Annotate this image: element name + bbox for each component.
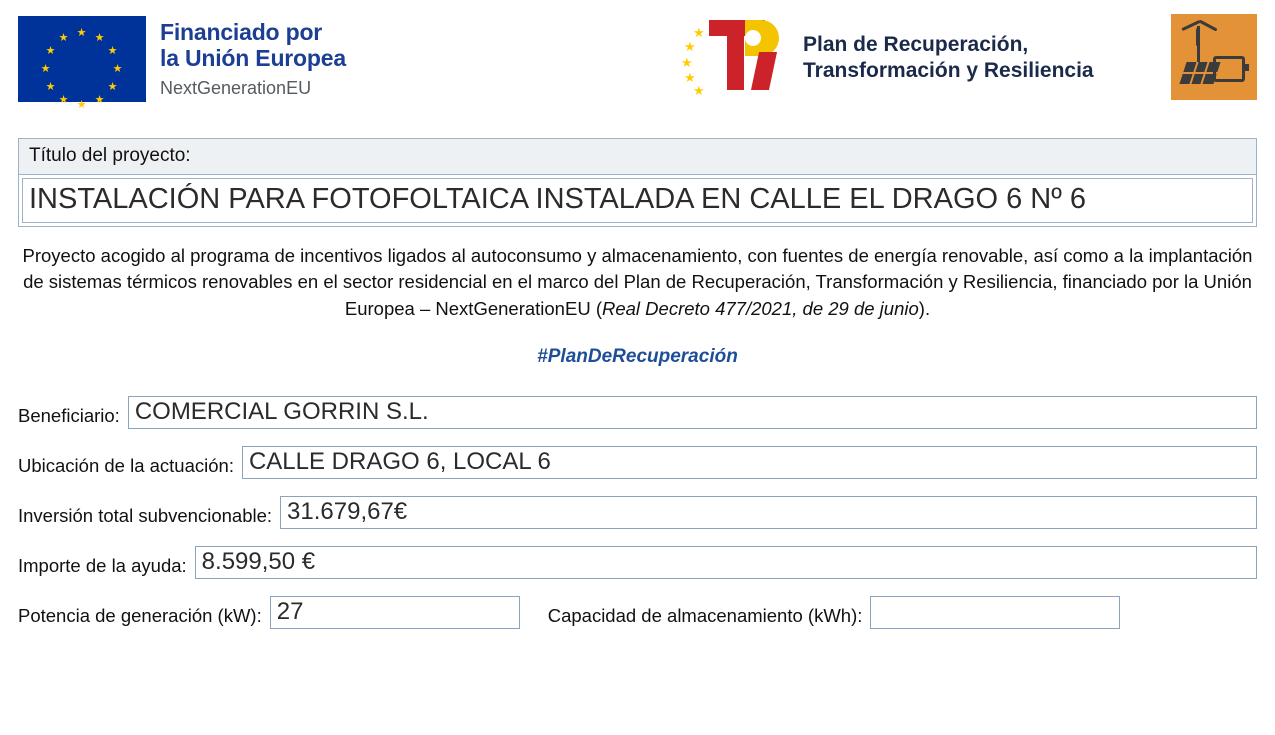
inversion-label: Inversión total subvencionable: (18, 504, 273, 526)
eu-logo-line2: la Unión Europea (160, 44, 346, 71)
project-title-label: Título del proyecto: (19, 139, 1256, 175)
field-row-beneficiario (18, 396, 1257, 429)
beneficiario-label: Beneficiario: (18, 404, 120, 426)
capacidad-input[interactable] (870, 596, 1120, 629)
beneficiario-input[interactable]: COMERCIAL GORRIN S.L. (128, 396, 1257, 429)
prtr-logo (683, 18, 1094, 98)
program-description (14, 243, 1261, 322)
project-title-box (18, 138, 1257, 227)
importe-input[interactable]: 8.599,50 € (195, 546, 1257, 579)
renewable-energy-icon (1171, 14, 1257, 100)
capacidad-label: Capacidad de almacenamiento (kWh): (547, 604, 863, 626)
prtr-logo-line2: Transformación y Resiliencia (803, 59, 1094, 82)
potencia-label: Potencia de generación (kW): (18, 604, 262, 626)
program-description-text: Proyecto acogido al programa de incentivos ligados al autoconsumo y almacenamiento, con fuentes de energía renovable, así como a la implantación de sistemas térmicos renovables en el sector residencial en el marco del Plan de Recuperación, Transformación y Resiliencia, financiado por la Unión Europea – NextGenerationEU ( (22, 245, 1253, 319)
eu-funding-logo (18, 16, 346, 111)
potencia-input[interactable]: 27 (270, 596, 520, 629)
field-row-importe (18, 546, 1257, 579)
field-row-ubicacion (18, 446, 1257, 479)
field-row-inversion (18, 496, 1257, 529)
prtr-logo-line1: Plan de Recuperación, (803, 32, 1029, 56)
program-description-tail: ). (918, 297, 931, 319)
ubicacion-label: Ubicación de la actuación: (18, 454, 234, 476)
field-row-potencia-capacidad (18, 596, 1257, 629)
program-legal-reference: Real Decreto 477/2021, de 29 de junio (601, 297, 919, 319)
ubicacion-input[interactable]: CALLE DRAGO 6, LOCAL 6 (242, 446, 1257, 479)
inversion-input[interactable]: 31.679,67€ (280, 496, 1257, 529)
spain-government-icon: ★ ★ ★ ★ ★ (683, 18, 791, 98)
eu-logo-line3: NextGenerationEU (160, 77, 312, 98)
eu-logo-line1: Financiado por (160, 19, 323, 46)
importe-label: Importe de la ayuda: (18, 554, 187, 576)
project-fields (0, 396, 1275, 629)
header-logos (0, 0, 1275, 118)
project-title-input[interactable]: INSTALACIÓN PARA FOTOFOLTAICA INSTALADA EN CALLE EL DRAGO 6 Nº 6 (22, 178, 1253, 223)
hashtag-plan-de-recuperacion: #PlanDeRecuperación (537, 345, 738, 367)
eu-flag-icon: ★ ★ ★ ★ ★ ★ ★ ★ ★ ★ ★ ★ (18, 16, 146, 102)
